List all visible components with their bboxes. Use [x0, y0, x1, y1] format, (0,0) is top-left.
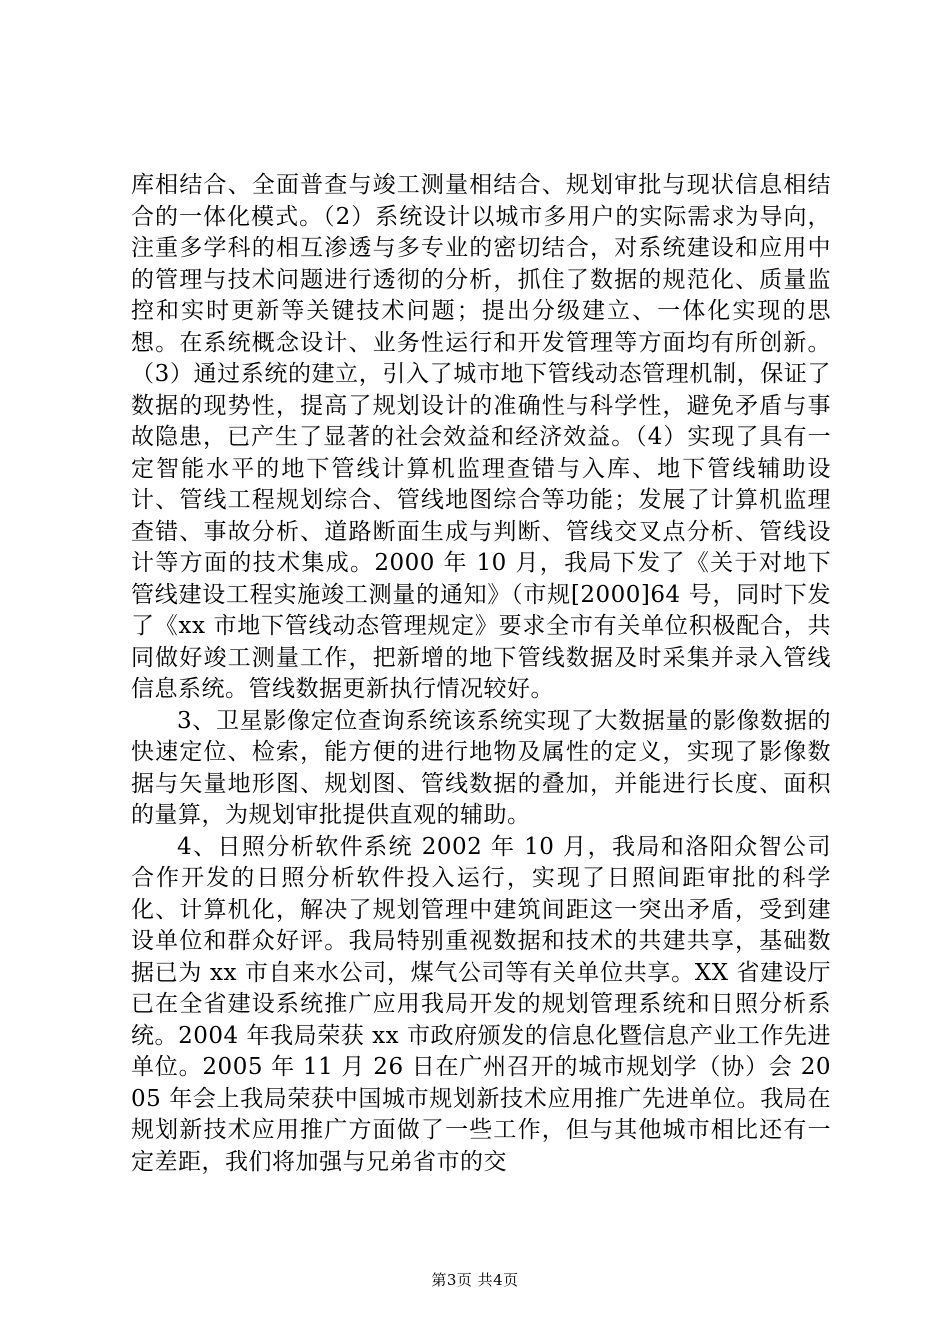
document-body: [131, 170, 831, 1178]
paragraph-1: 库相结合、全面普查与竣工测量相结合、规划审批与现状信息相结合的一体化模式。（2）系统设计以城市多用户的实际需求为导向，注重多学科的相互渗透与多专业的密切结合，对系统建设和应用中的管理与技术问题进行透彻的分析，抓住了数据的规范化、质量监控和实时更新等关键技术问题；提出分级建立、一体化实现的思想。在系统概念设计、业务性运行和开发管理等方面均有所创新。（3）通过系统的建立，引入了城市地下管线动态管理机制，保证了数据的现势性，提高了规划设计的准确性与科学性，避免矛盾与事故隐患，已产生了显著的社会效益和经济效益。（4）实现了具有一定智能水平的地下管线计算机监理查错与入库、地下管线辅助设计、管线工程规划综合、管线地图综合等功能；发展了计算机监理查错、事故分析、道路断面生成与判断、管线交叉点分析、管线设计等方面的技术集成。2000 年 10 月，我局下发了《关于对地下管线建设工程实施竣工测量的通知》（市规[2000]64 号，同时下发了《xx 市地下管线动态管理规定》要求全市有关单位积极配合，共同做好竣工测量工作，把新增的地下管线数据及时采集并录入管线信息系统。管线数据更新执行情况较好。: [131, 172, 831, 702]
page-footer: 第3页 共4页: [431, 1271, 519, 1289]
paragraph-2: 3、卫星影像定位查询系统该系统实现了大数据量的影像数据的快速定位、检索，能方便的进行地物及属性的定义，实现了影像数据与矢量地形图、规划图、管线数据的叠加，并能进行长度、面积的量算，为规划审批提供直观的辅助。: [131, 707, 831, 828]
paragraph-3: 4、日照分析软件系统 2002 年 10 月，我局和洛阳众智公司合作开发的日照分析软件投入运行，实现了日照间距审批的科学化、计算机化，解决了规划管理中建筑间距这一突出矛盾，受到建设单位和群众好评。我局特别重视数据和技术的共建共享，基础数据已为 xx 市自来水公司，煤气公司等有关单位共享。XX 省建设厅已在全省建设系统推广应用我局开发的规划管理系统和日照分析系统。2004 年我局荣获 xx 市政府颁发的信息化暨信息产业工作先进单位。2005 年 11 月 26 日在广州召开的城市规划学（协）会 2005 年会上我局荣获中国城市规划新技术应用推广先进单位。我局在规划新技术应用推广方面做了一些工作，但与其他城市相比还有一定差距，我们将加强与兄弟省市的交: [131, 833, 831, 1175]
